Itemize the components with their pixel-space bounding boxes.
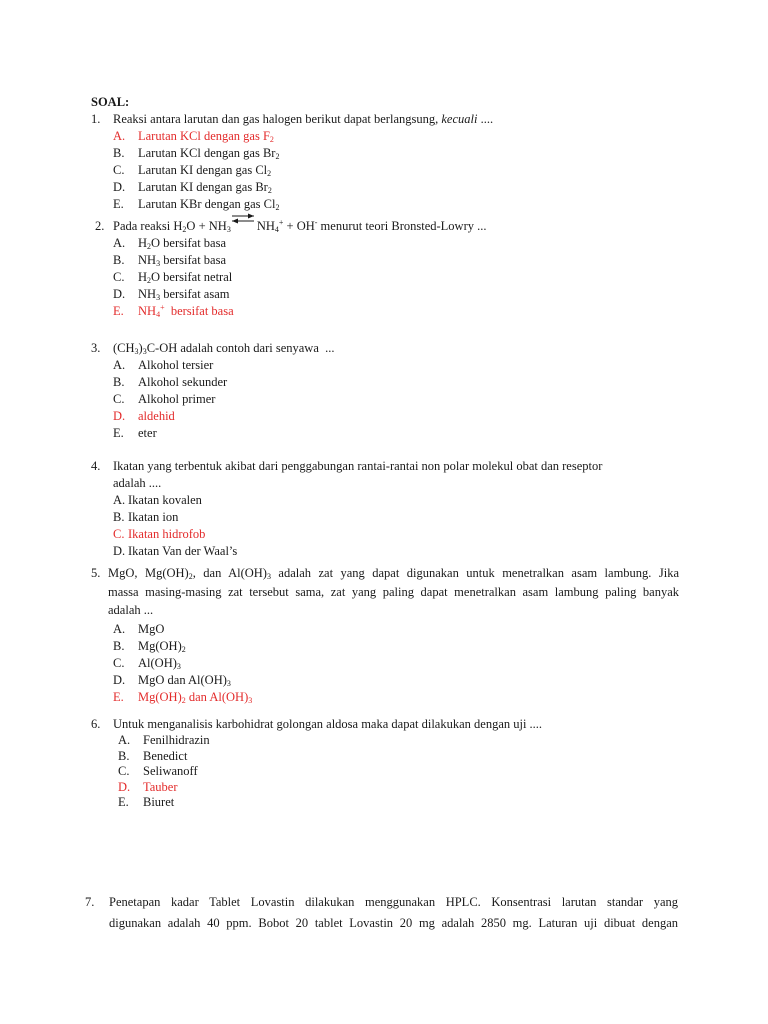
option-b: B. Larutan KCl dengan gas $Br_2$ (113, 146, 280, 161)
option-a: A. Fenilhidrazin (118, 733, 210, 747)
question-2 (95, 218, 486, 320)
option-d: D. MgO dan $Al(OH)_3$ (113, 673, 231, 688)
question-text: Reaksi antara larutan dan gas halogen berikut dapat berlangsung, kecuali .... (113, 112, 494, 126)
option-e: E. $NH_4^+$ bersifat basa (113, 303, 234, 319)
question-4 (91, 458, 602, 560)
option-c: C. Seliwanoff (118, 764, 198, 778)
option-a: A. Ikatan kovalen (113, 493, 202, 507)
option-b: B. Alkohol sekunder (113, 375, 228, 389)
equilibrium-arrow-icon (232, 218, 256, 228)
question-3 (91, 340, 335, 442)
option-d: D. aldehid (113, 409, 175, 423)
question-number: 4. (91, 459, 101, 473)
option-e: E. eter (113, 426, 157, 440)
question-5 (91, 565, 679, 706)
option-d: D. $NH_3$ bersifat asam (113, 287, 230, 302)
option-c: C. $Al(OH)_3$ (113, 656, 181, 671)
option-c: C. $H_2O$ bersifat netral (113, 270, 233, 285)
option-a: A. $H_2O$ bersifat basa (113, 236, 227, 251)
option-e: E. Larutan KBr dengan gas $Cl_2$ (113, 197, 280, 212)
question-text: Ikatan yang terbentuk akibat dari penggabungan rantai-rantai non polar molekul obat dan reseptor (113, 459, 603, 473)
question-text-continued: digunakan adalah 40 ppm. Bobot 20 tablet Lovastin 20 mg adalah 2850 mg. Laturan uji dibuat dengan (109, 916, 678, 930)
option-c: C. Ikatan hidrofob (113, 527, 206, 541)
option-a: A. MgO (113, 622, 165, 636)
option-d: D. Larutan KI dengan gas $Br_2$ (113, 180, 272, 195)
option-b: B. $Mg(OH)_2$ (113, 639, 186, 654)
option-e: E. Biuret (118, 795, 175, 809)
question-text: $(CH_3)_3C-OH$ adalah contoh dari senyawa ... (113, 341, 335, 356)
question-text-continued: massa masing-masing zat tersebut sama, zat yang paling dapat menetralkan asam lambung paling banyak (108, 585, 679, 599)
question-number: 2. (95, 219, 105, 233)
option-c: C. Larutan KI dengan gas $Cl_2$ (113, 163, 272, 178)
question-text: Untuk menganalisis karbohidrat golongan aldosa maka dapat dilakukan dengan uji .... (113, 717, 543, 731)
question-text: Pada reaksi $H_2O + NH_3$ $NH_4^+ + OH^-$ menurut teori Bronsted-Lowry ... (113, 218, 486, 235)
question-text-continued: adalah ... (108, 603, 154, 617)
question-text: MgO, $Mg(OH)_2$, dan $Al(OH)_3$ adalah zat yang dapat digunakan untuk menetralkan asam lambung. Jika (108, 566, 680, 581)
question-text: Penetapan kadar Tablet Lovastin dilakukan menggunakan HPLC. Konsentrasi larutan standar yang (109, 895, 678, 909)
question-7 (85, 894, 678, 932)
question-1 (91, 111, 493, 213)
question-number: 1. (91, 112, 101, 126)
question-6 (91, 716, 542, 811)
option-b: B. $NH_3$ bersifat basa (113, 253, 227, 268)
page-heading: SOAL: (91, 95, 130, 109)
option-a: A. Larutan KCl dengan gas $F_2$ (113, 129, 274, 144)
option-a: A. Alkohol tersier (113, 358, 214, 372)
question-number: 5. (91, 566, 101, 580)
option-b: B. Benedict (118, 748, 188, 763)
option-d: D. Tauber (118, 779, 178, 794)
option-b: B. Ikatan ion (113, 510, 179, 524)
question-text-continued: adalah .... (113, 476, 162, 490)
question-number: 6. (91, 717, 101, 731)
question-number: 3. (91, 341, 101, 355)
option-c: C. Alkohol primer (113, 392, 216, 406)
option-d: D. Ikatan Van der Waal’s (113, 544, 238, 558)
question-number: 7. (85, 895, 95, 909)
option-e: E. $Mg(OH)_2$ dan $Al(OH)_3$ (113, 690, 253, 705)
